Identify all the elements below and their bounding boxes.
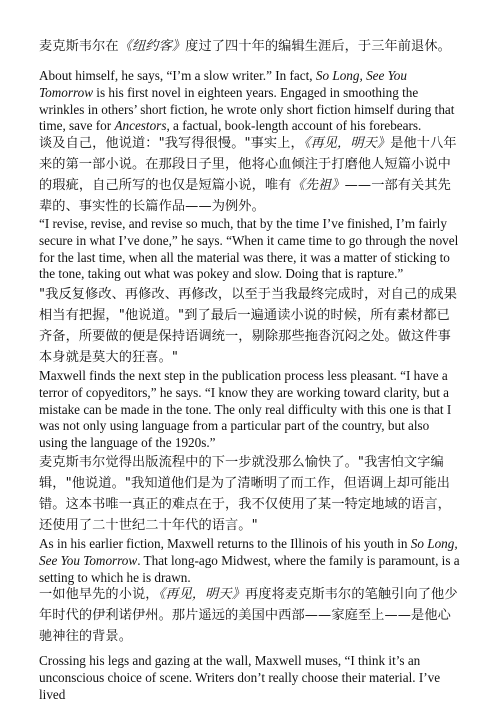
paragraph-3-zh	[39, 133, 461, 217]
italic-title-zaijian: 《再见，明天》	[158, 587, 246, 602]
paragraph-1-zh	[39, 36, 461, 57]
italic-title-new-yorker: 《纽约客》	[118, 39, 186, 54]
text-segment: As in his earlier fiction, Maxwell returns to the Illinois of his youth in	[39, 536, 411, 551]
italic-title-ancestors: Ancestors	[114, 118, 167, 134]
paragraph-2-en	[39, 68, 461, 135]
paragraph-4-en	[39, 216, 461, 283]
text-segment: . That long-ago Midwest, where the family is paramount, is a setting to which he is drawn.	[39, 552, 460, 585]
paragraph-7-zh	[39, 452, 461, 536]
italic-title-zaijian: 《再见，明天》	[303, 136, 391, 151]
text-segment: Crossing his legs and gazing at the wall, Maxwell muses, “I think it’s an unconscious choice of scene. Writers don’t really choose their material. I’ve lived	[39, 653, 441, 702]
text-segment: "我反复修改、再修改、再修改，以至于当我最终完成时，对自己的成果相当有把握，"他说道。"到了最后一遍通读小说的时候，所有素材都已齐备，所要做的便是保持语调统一，剔除那些拖沓沉闷之处。做这件事本身就是莫大的狂喜。"	[39, 287, 458, 365]
paragraph-9-zh	[39, 584, 461, 647]
text-segment: 谈及自己，他说道："我写得很慢。"事实上，	[39, 136, 304, 151]
paragraph-6-en	[39, 368, 461, 452]
text-segment: 麦克斯韦尔在	[39, 39, 119, 54]
italic-title-so-long: So Long, See You Tomorrow	[39, 536, 458, 568]
paragraph-8-en	[39, 536, 461, 586]
text-segment: 一如他早先的小说，	[39, 587, 159, 602]
text-segment: 再度将麦克斯韦尔的笔触引向了他少年时代的伊利诺伊州。那片遥远的美国中西部——家庭至上——是他心驰神往的背景。	[39, 587, 458, 644]
paragraph-5-zh	[39, 284, 461, 368]
text-segment: About himself, he says, “I’m a slow writer.” In fact,	[39, 68, 316, 83]
text-segment: , a factual, book-length account of his forebears.	[166, 118, 422, 134]
italic-title-xianzu: 《先祖》	[291, 178, 345, 193]
text-segment: is his first novel in eighteen years. Engaged in smoothing the wrinkles in others’ short fiction, he wrote only short fiction himself during that time, save for	[39, 84, 455, 134]
text-segment: 麦克斯韦尔觉得出版流程中的下一步就没那么愉快了。"我害怕文字编辑，"他说道。"我知道他们是为了清晰明了而工作，但语调上却可能出错。这本书唯一真正的难点在于，我不仅使用了某一特定地域的语言，还使用了二十世纪二十年代的语言。"	[39, 455, 451, 533]
text-segment: “I revise, revise, and revise so much, that by the time I’ve finished, I’m fairly secure in what I’ve done,” he says. “When it came time to go through the novel for the last time, when all the material was there, it was a matter of sticking to the tone, taking out what was pokey and slow. Doing that is rapture.”	[39, 216, 459, 282]
text-segment: 度过了四十年的编辑生涯后，于三年前退休。	[185, 39, 451, 54]
text-segment: Maxwell finds the next step in the publication process less pleasant. “I have a terror of copyeditors,” he says. “I know they are working toward clarity, but a mistake can be made in the tone. The only real difficulty with this one is that I was not only using language from a particular part of the country, but also using the language of the 1920s.”	[39, 368, 452, 451]
text-segment: 是他十八年来的第一部小说。在那段日子里，他将心血倾注于打磨他人短篇小说中的瑕疵，自己所写的也仅是短篇小说，唯有	[39, 136, 457, 193]
text-segment: ——一部有关其先辈的、事实性的长篇作品——为例外。	[39, 178, 451, 214]
paragraph-10-en	[39, 653, 461, 703]
italic-title-so-long: So Long, See You Tomorrow	[39, 68, 407, 100]
